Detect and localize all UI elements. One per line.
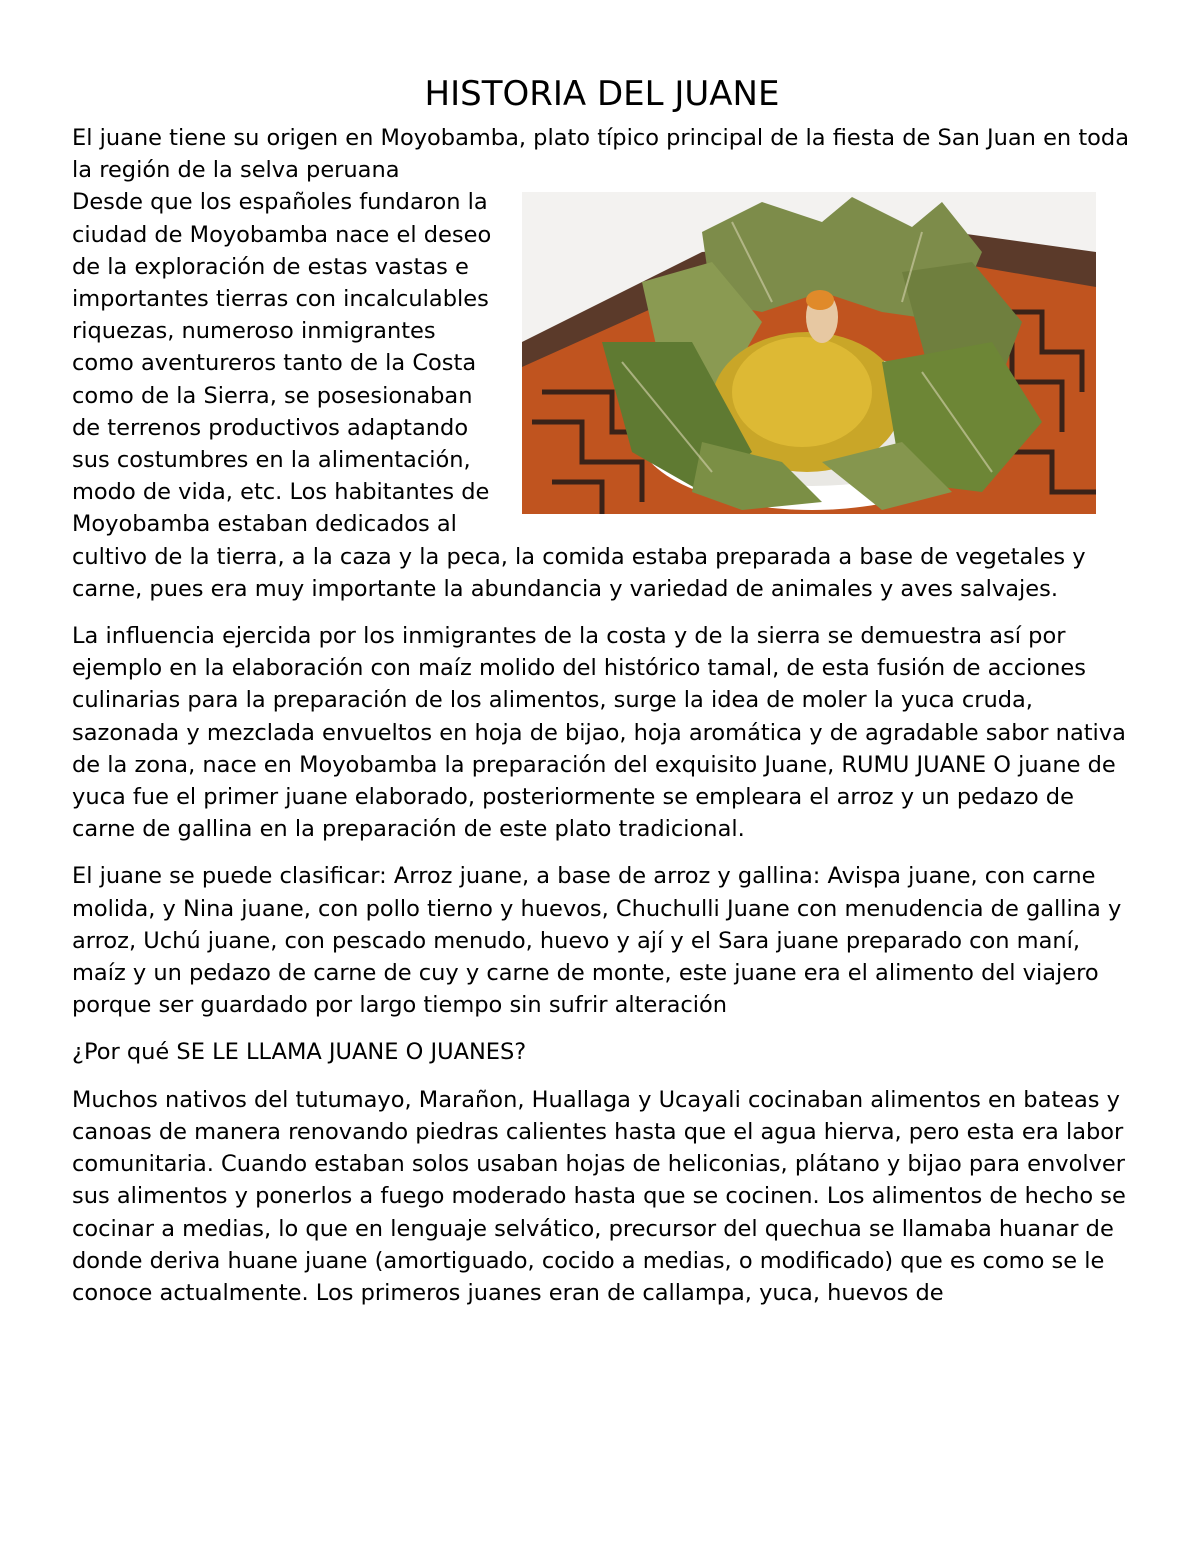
paragraph-spanish-foundation: Desde que los españoles fundaron la ciudad de Moyobamba nace el deseo de la exploración de estas vastas e importantes tierras con incalculables riquezas, numeroso inmigrantes como aventureros tanto de la Costa como de la Sierra, se posesionaban de terrenos productivos adaptando sus costumbres en la alimentación, modo de vida, etc. Los habitantes de Moyobamba estaban dedicados al cultivo de la tierra, a la caza y la peca, la comida estaba preparada a base de vegetales y carne, pues era muy importante la abundancia y variedad de animales y aves salvajes. — [72, 189, 1086, 602]
juane-dish-photo — [522, 192, 1096, 514]
paragraph-origin: El juane tiene su origen en Moyobamba, plato típico principal de la fiesta de San Juan en toda la región de la selva peruana — [72, 125, 1129, 184]
paragraph-classification: El juane se puede clasificar: Arroz juane, a base de arroz y gallina: Avispa juane, con carne molida, y Nina juane, con pollo tierno y huevos, Chuchulli Juane con menudencia de gallina y arroz, Uchú juane, con pescado menudo, huevo y ají y el Sara juane preparado con maní, maíz y un pedazo de carne de cuy y carne de monte, este juane era el alimento del viajero porque ser guardado por largo tiempo sin sufrir alteración — [72, 863, 1122, 1019]
document-page — [72, 70, 1132, 1324]
section-heading-why-juane: ¿Por qué SE LE LLAMA JUANE O JUANES? — [72, 1039, 527, 1066]
paragraph-immigrant-influence: La influencia ejercida por los inmigrantes de la costa y de la sierra se demuestra así por ejemplo en la elaboración con maíz molido del histórico tamal, de esta fusión de acciones culinarias para la preparación de los alimentos, surge la idea de moler la yuca cruda, sazonada y mezclada envueltos en hoja de bijao, hoja aromática y de agradable sabor nativa de la zona, nace en Moyobamba la preparación del exquisito Juane, RUMU JUANE O juane de yuca fue el primer juane elaborado, posteriormente se empleara el arroz y un pedazo de carne de gallina en la preparación de este plato tradicional. — [72, 623, 1126, 843]
document-title: HISTORIA DEL JUANE — [424, 74, 780, 114]
paragraph-native-cooking: Muchos nativos del tutumayo, Marañon, Huallaga y Ucayali cocinaban alimentos en bateas y canoas de manera renovando piedras calientes hasta que el agua hierva, pero esta era labor comunitaria. Cuando estaban solos usaban hojas de heliconias, plátano y bijao para envolver sus alimentos y ponerlos a fuego moderado hasta que se cocinen. Los alimentos de hecho se cocinar a medias, lo que en lenguaje selvático, precursor del quechua se llamaba huanar de donde deriva huane juane (amortiguado, cocido a medias, o modificado) que es como se le conoce actualmente. Los primeros juanes eran de callampa, yuca, huevos de — [72, 1086, 1126, 1306]
